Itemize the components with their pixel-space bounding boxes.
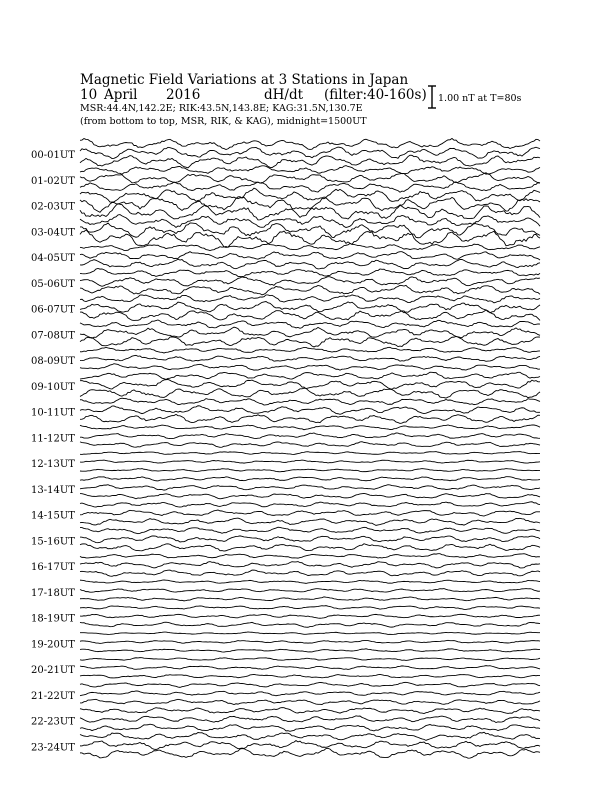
trace-kag	[80, 708, 540, 714]
trace-msr	[80, 699, 540, 704]
trace-msr	[80, 310, 540, 320]
trace-rik	[80, 252, 540, 260]
trace-msr	[80, 388, 540, 398]
trace-msr	[80, 364, 540, 370]
trace-rik	[80, 741, 540, 750]
trace-msr	[80, 204, 540, 220]
trace-msr	[80, 518, 540, 525]
trace-rik	[80, 327, 540, 338]
trace-rik	[80, 355, 540, 361]
trace-rik	[80, 562, 540, 568]
hour-label: 05-06UT	[31, 278, 75, 290]
hour-label: 15-16UT	[31, 536, 75, 548]
trace-msr	[80, 259, 540, 269]
trace-msr	[80, 414, 540, 423]
trace-msr	[80, 285, 540, 295]
hour-label: 01-02UT	[31, 175, 75, 187]
hour-label: 10-11UT	[31, 407, 75, 419]
hour-label: 16-17UT	[31, 562, 75, 573]
hour-label: 14-15UT	[31, 510, 75, 522]
trace-msr	[80, 544, 540, 551]
trace-kag	[80, 606, 540, 610]
hour-label: 21-22UT	[31, 690, 75, 702]
trace-msr	[80, 469, 540, 472]
hour-label: 23-24UT	[31, 742, 75, 754]
trace-kag	[80, 732, 540, 740]
hour-label: 13-14UT	[31, 484, 75, 496]
filter-label: (filter:40-160s)	[324, 87, 427, 103]
trace-kag	[80, 658, 540, 661]
date-day: 10	[80, 87, 98, 103]
chart-title: Magnetic Field Variations at 3 Stations in Japan	[80, 72, 409, 88]
hour-label: 22-23UT	[31, 716, 75, 728]
trace-kag	[80, 398, 540, 405]
trace-kag	[80, 347, 540, 353]
trace-kag	[80, 554, 540, 558]
trace-rik	[80, 640, 540, 643]
station-coordinates: MSR:44.4N,142.2E; RIK:43.5N,143.8E; KAG:31.5N,130.7E	[80, 103, 363, 114]
trace-kag	[80, 502, 540, 507]
trace-rik	[80, 536, 540, 543]
trace-kag	[80, 425, 540, 430]
trace-kag	[80, 682, 540, 687]
trace-rik	[80, 277, 540, 287]
trace-rik	[80, 485, 540, 490]
trace-kag	[80, 268, 540, 276]
trace-rik	[80, 510, 540, 516]
trace-rik	[80, 302, 540, 313]
trace-kag	[80, 452, 540, 455]
trace-kag	[80, 243, 540, 250]
trace-msr	[80, 182, 540, 192]
hour-label: 18-19UT	[31, 613, 75, 625]
trace-msr	[80, 155, 540, 168]
trace-rik	[80, 380, 540, 390]
hour-label: 17-18UT	[31, 587, 75, 599]
trace-msr	[80, 442, 540, 448]
trace-msr	[80, 724, 540, 731]
trace-rik	[80, 173, 540, 183]
quantity-label: dH/dt	[264, 87, 304, 103]
hour-label: 02-03UT	[31, 201, 75, 213]
trace-rik	[80, 589, 540, 593]
trace-rik	[80, 433, 540, 439]
date-month: April	[104, 87, 138, 103]
hour-label: 07-08UT	[31, 330, 75, 342]
trace-kag	[80, 477, 540, 481]
hour-label: 00-01UT	[31, 150, 75, 161]
trace-kag	[80, 295, 540, 303]
hour-label: 08-09UT	[31, 356, 75, 367]
trace-msr	[80, 336, 540, 347]
hour-label: 04-05UT	[31, 253, 75, 264]
trace-kag	[80, 580, 540, 583]
trace-msr	[80, 622, 540, 627]
hour-label: 09-10UT	[31, 381, 75, 393]
hour-label: 12-13UT	[31, 459, 75, 470]
date-year: 2016	[166, 87, 201, 103]
trace-order-note: (from bottom to top, MSR, RIK, & KAG), midnight=1500UT	[80, 116, 367, 127]
trace-msr	[80, 748, 540, 758]
trace-kag	[80, 188, 540, 202]
trace-rik	[80, 223, 540, 238]
trace-kag	[80, 527, 540, 533]
trace-msr	[80, 649, 540, 652]
trace-msr	[80, 674, 540, 678]
trace-kag	[80, 320, 540, 328]
trace-msr	[80, 570, 540, 576]
hour-label: 03-04UT	[31, 227, 75, 239]
trace-rik	[80, 716, 540, 723]
trace-kag	[80, 138, 540, 149]
trace-msr	[80, 493, 540, 498]
trace-kag	[80, 166, 540, 175]
trace-rik	[80, 614, 540, 618]
trace-rik	[80, 691, 540, 696]
scale-bar-label: 1.00 nT at T=80s	[438, 93, 522, 104]
trace-kag	[80, 372, 540, 379]
trace-rik	[80, 406, 540, 415]
trace-rik	[80, 666, 540, 670]
hour-label: 20-21UT	[31, 665, 75, 676]
trace-msr	[80, 597, 540, 601]
hour-label: 19-20UT	[31, 639, 75, 651]
trace-rik	[80, 460, 540, 463]
trace-rik	[80, 147, 540, 158]
trace-kag	[80, 632, 540, 634]
scale-bar	[428, 86, 436, 108]
hour-label: 06-07UT	[31, 304, 75, 316]
hour-label: 11-12UT	[31, 433, 75, 445]
